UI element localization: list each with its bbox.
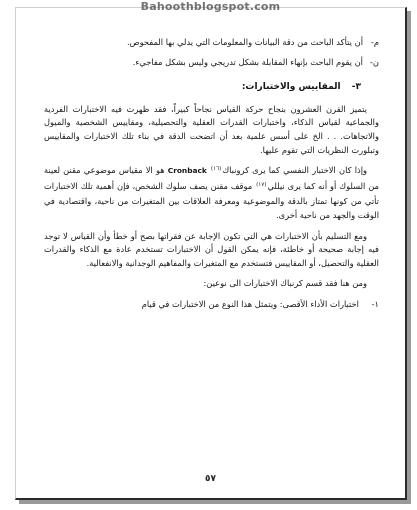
list-item-n bbox=[44, 56, 379, 70]
list-item-m bbox=[44, 36, 379, 50]
latin-term: Cronback bbox=[167, 166, 207, 176]
item-marker: ١ - bbox=[372, 298, 379, 312]
paragraph-2-part-a: وإذا كان الاختبار النفسي كما يرى كرونباك bbox=[222, 165, 368, 176]
paragraph-2 bbox=[44, 164, 379, 222]
watermark-url: Bahoothblogspot.com bbox=[140, 0, 281, 13]
item-marker: م - bbox=[365, 36, 379, 50]
paragraph-4: ومن هنا فقد قسم كرنباك الاختبارات الى نوعين: bbox=[203, 278, 367, 289]
section-title: المقاييس والاختبارات: bbox=[241, 82, 341, 93]
section-number: ٣- bbox=[351, 82, 361, 93]
list-item-1 bbox=[44, 298, 379, 312]
section-heading bbox=[44, 81, 379, 95]
page-number: ٥٧ bbox=[205, 474, 216, 484]
item-text: اختبارات الأداء الأقصى: ويتمثل هذا النوع من الاختبارات في قيام bbox=[141, 298, 359, 309]
paragraph-1: يتميز القرن العشرون بنجاح حركة القياس نجاحاً كبيراً، فقد ظهرت فيه الاختبارات الفردية والجماعية لقياس الذكاء، واختبارات القدرات العقلية والتحصيلية، ومقاييس الشخصية والميول والاتجاهات. . . الخ على أسس علمية بعد أن اتضحت الدقة في بناء تلك الاختبارات والمقاييس وتبلورت النظريات التي تقوم عليها. bbox=[44, 103, 379, 155]
paragraph-2-part-b: هو الا مقياس موضوعي مقنن لعينة من السلوك أو أنه كما يرى نيللي bbox=[44, 165, 379, 191]
page-content bbox=[44, 36, 379, 498]
item-marker: ن - bbox=[365, 56, 379, 70]
paragraph-3: ومع التسليم بأن الاختبارات هي التي تكون الإجابة عن فقراتها بصح أو خطأ وأن القياس لا توجد فيه إجابة صحيحة أو خاطئة، فإنه يمكن القول أن الاختبارات تستخدم عادة مع الذكاء والقدرات العقلية والتحصيل، أو المقاييس فتستخدم مع المتغيرات والمفاهيم الوجدانية والانفعالية. bbox=[44, 230, 379, 268]
item-text: أن يتأكد الباحث من دقة البيانات والمعلومات التي يدلي بها المفحوص. bbox=[126, 37, 363, 47]
paragraph-2-part-c: موقف مقنن يصف سلوك الشخص، فإن أهمية تلك الاختبارات تأتي من كونها تمتاز بالدقة والموضوعية ومعرفة العلاقات بين المتغيرات من ناحية، واقتصادية في الوقت والجهد من ناحية أخرى. bbox=[44, 180, 379, 220]
item-text: أن يقوم الباحث بإنهاء المقابلة بشكل تدريجي وليس بشكل مفاجيء. bbox=[132, 56, 363, 67]
footnote-ref-17: (١٧) bbox=[256, 181, 267, 188]
footnote-ref-16: (١٦) bbox=[210, 166, 222, 173]
document-page bbox=[15, 0, 407, 500]
